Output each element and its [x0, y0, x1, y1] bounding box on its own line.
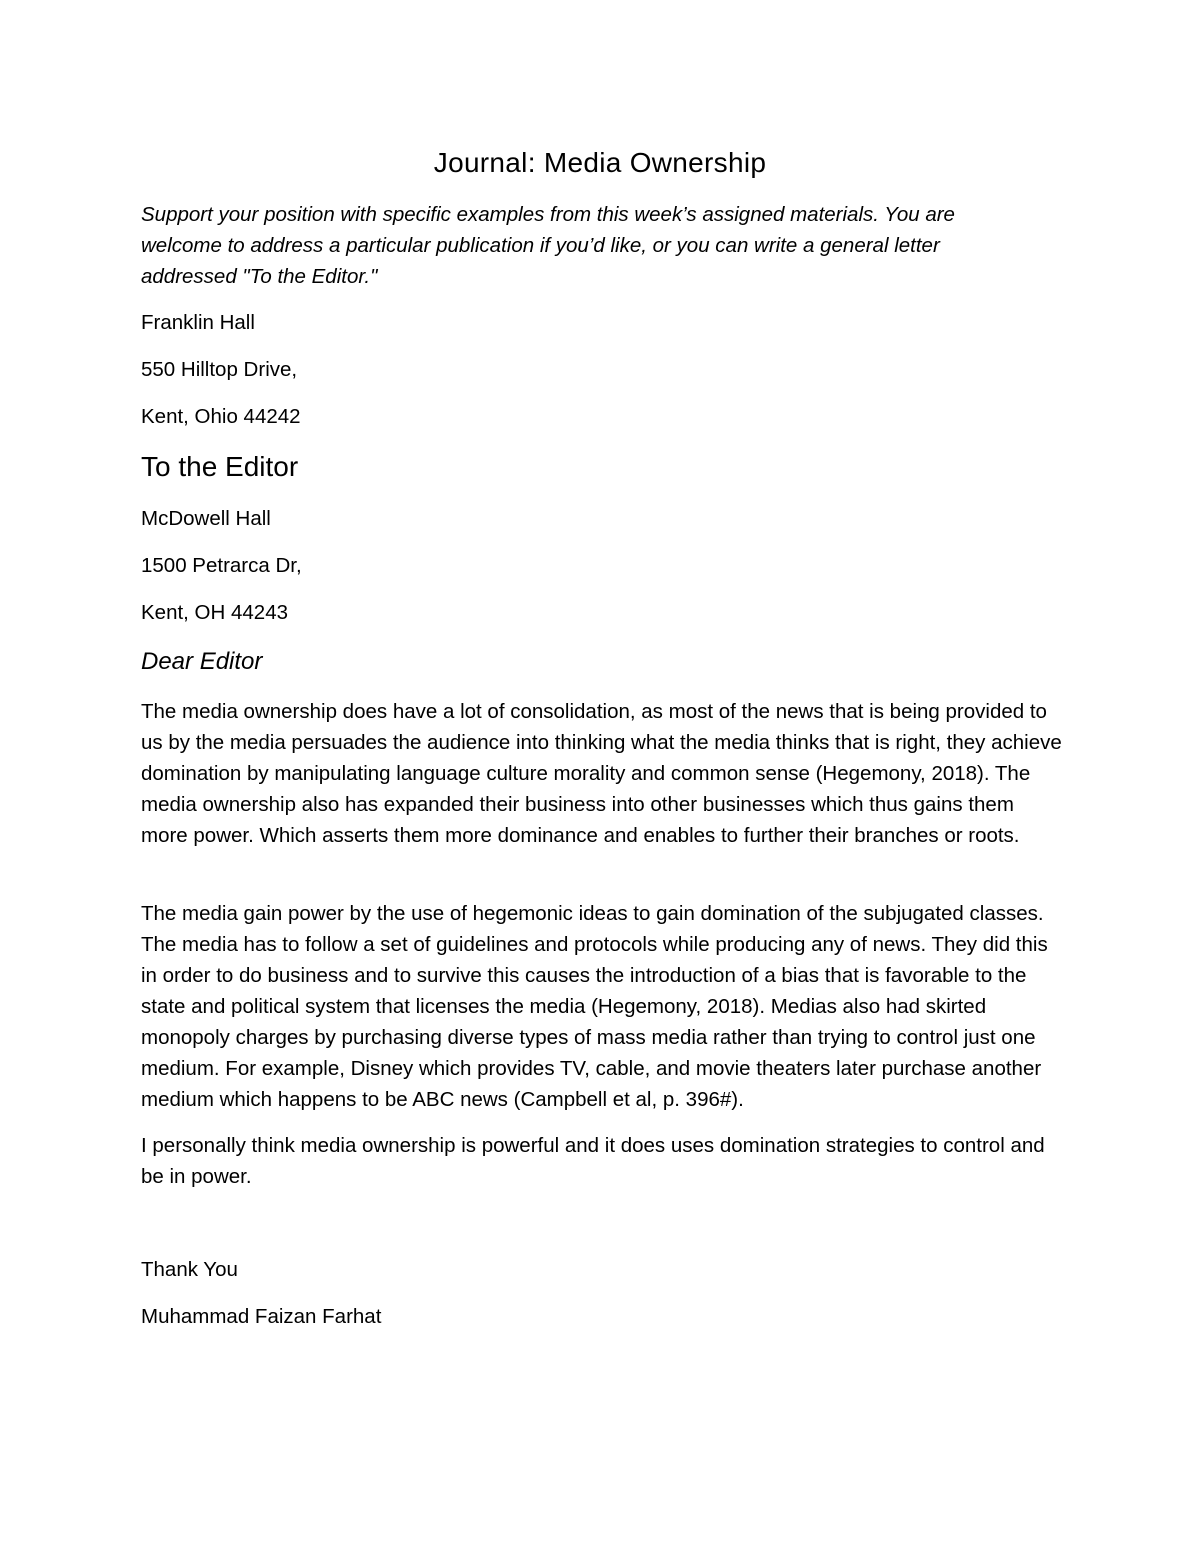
- body-paragraph-1: The media ownership does have a lot of consolidation, as most of the news that is being provided to us by the media persuades the audience into thinking what the media thinks that is right, they achieve domination by manipulating language culture morality and common sense (Hegemony, 2018). The media ownership also has expanded their business into other businesses which thus gains them more power. Which asserts them more dominance and enables to further their branches or roots.: [141, 700, 1062, 847]
- signature: Muhammad Faizan Farhat: [141, 1305, 382, 1328]
- recipient-heading: To the Editor: [141, 451, 299, 482]
- body-paragraph-3: I personally think media ownership is powerful and it does uses domination strategies to control and be in power.: [141, 1134, 1045, 1188]
- body-paragraph-2: The media gain power by the use of hegemonic ideas to gain domination of the subjugated classes. The media has to follow a set of guidelines and protocols while producing any of news. They did this in order to do business and to survive this causes the introduction of a bias that is favorable to the state and political system that licenses the media (Hegemony, 2018). Medias also had skirted monopoly charges by purchasing diverse types of mass media rather than trying to control just one medium. For example, Disney which provides TV, cable, and movie theaters later purchase another medium which happens to be ABC news (Campbell et al, p. 396#).: [141, 902, 1048, 1111]
- sender-city: Kent, Ohio 44242: [141, 405, 301, 428]
- sender-street: 550 Hilltop Drive,: [141, 358, 298, 381]
- closing: Thank You: [141, 1258, 238, 1281]
- sender-name: Franklin Hall: [141, 311, 255, 334]
- recipient-street: 1500 Petrarca Dr,: [141, 554, 302, 577]
- salutation: Dear Editor: [141, 648, 263, 675]
- recipient-city: Kent, OH 44243: [141, 601, 289, 624]
- page-title: Journal: Media Ownership: [433, 147, 767, 178]
- instructions-text: Support your position with specific examples from this week’s assigned materials. You are welcome to address a particular publication if you’d like, or you can write a general letter addressed "To the Editor.": [141, 203, 955, 288]
- recipient-name: McDowell Hall: [141, 507, 271, 530]
